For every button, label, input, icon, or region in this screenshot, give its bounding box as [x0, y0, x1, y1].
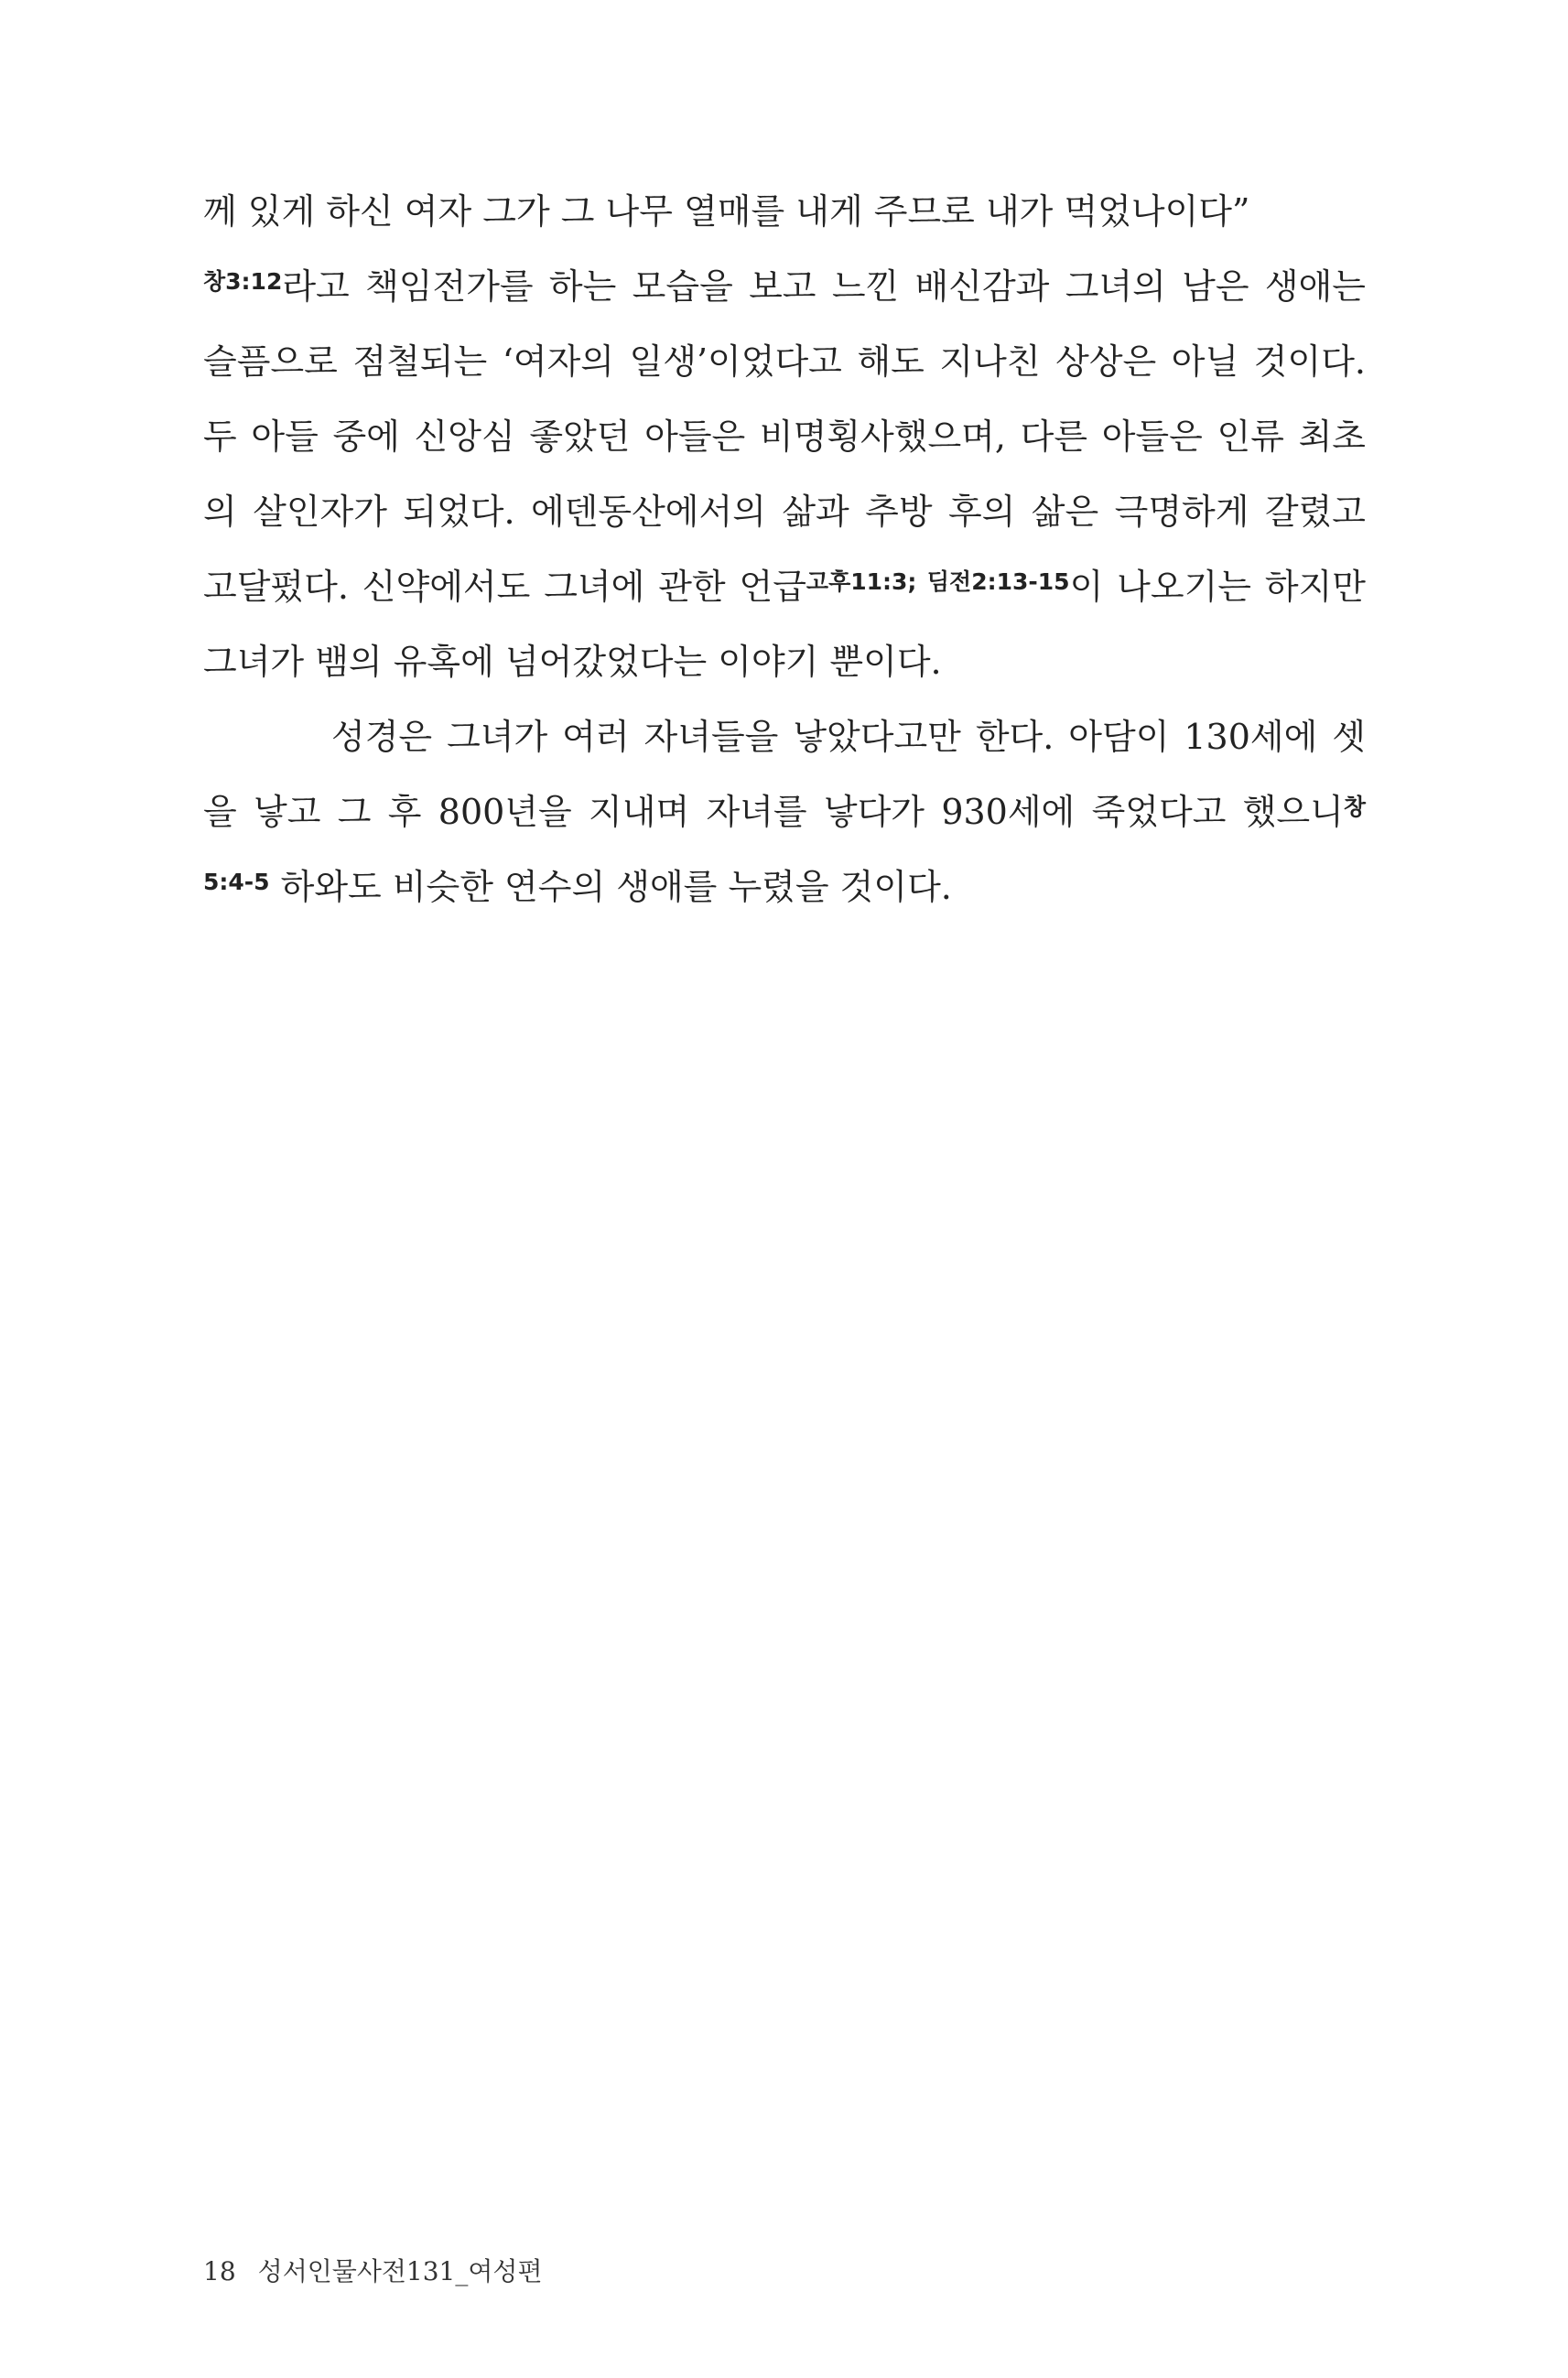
page-number: 18 — [203, 2256, 236, 2286]
paragraph-1 — [203, 174, 1366, 699]
scripture-reference: 창 5:4-5 — [203, 794, 1366, 895]
scripture-reference: 창3:12 — [203, 268, 283, 295]
page-footer — [203, 2252, 543, 2288]
text-segment: 성경은 그녀가 여러 자녀들을 낳았다고만 한다. 아담이 130세에 셋을 낳고 그 후 800년을 지내며 자녀를 낳다가 930세에 죽었다고 했으니 — [203, 717, 1366, 832]
text-segment: 하와도 비슷한 연수의 생애를 누렸을 것이다. — [269, 867, 952, 907]
text-segment: 라고 책임전가를 하는 모습을 보고 느낀 배신감과 그녀의 남은 생애는 슬픔으로 점철되는 ‘여자의 일생’이었다고 해도 지나친 상상은 아닐 것이다. 두 아들 중에 신앙심 좋았던 아들은 비명횡사했으며, 다른 아들은 인류 최초의 살인자가 되었다. 에덴동산에서의 삶과 추방 후의 삶은 극명하게 갈렸고 고달펐다. 신약에서도 그녀에 관한 언급 — [203, 266, 1366, 607]
text-segment: 이 나오기는 하지만 그녀가 뱀의 유혹에 넘어갔었다는 이야기 뿐이다. — [203, 567, 1366, 682]
paragraph-2 — [203, 699, 1366, 924]
text-segment: 께 있게 하신 여자 그가 그 나무 열매를 내게 주므로 내가 먹었나이다” — [203, 191, 1250, 232]
body-text — [203, 174, 1366, 924]
book-title: 성서인물사전131_여성편 — [257, 2256, 543, 2286]
scripture-reference: 고후11:3; 딤전2:13-15 — [806, 568, 1070, 595]
